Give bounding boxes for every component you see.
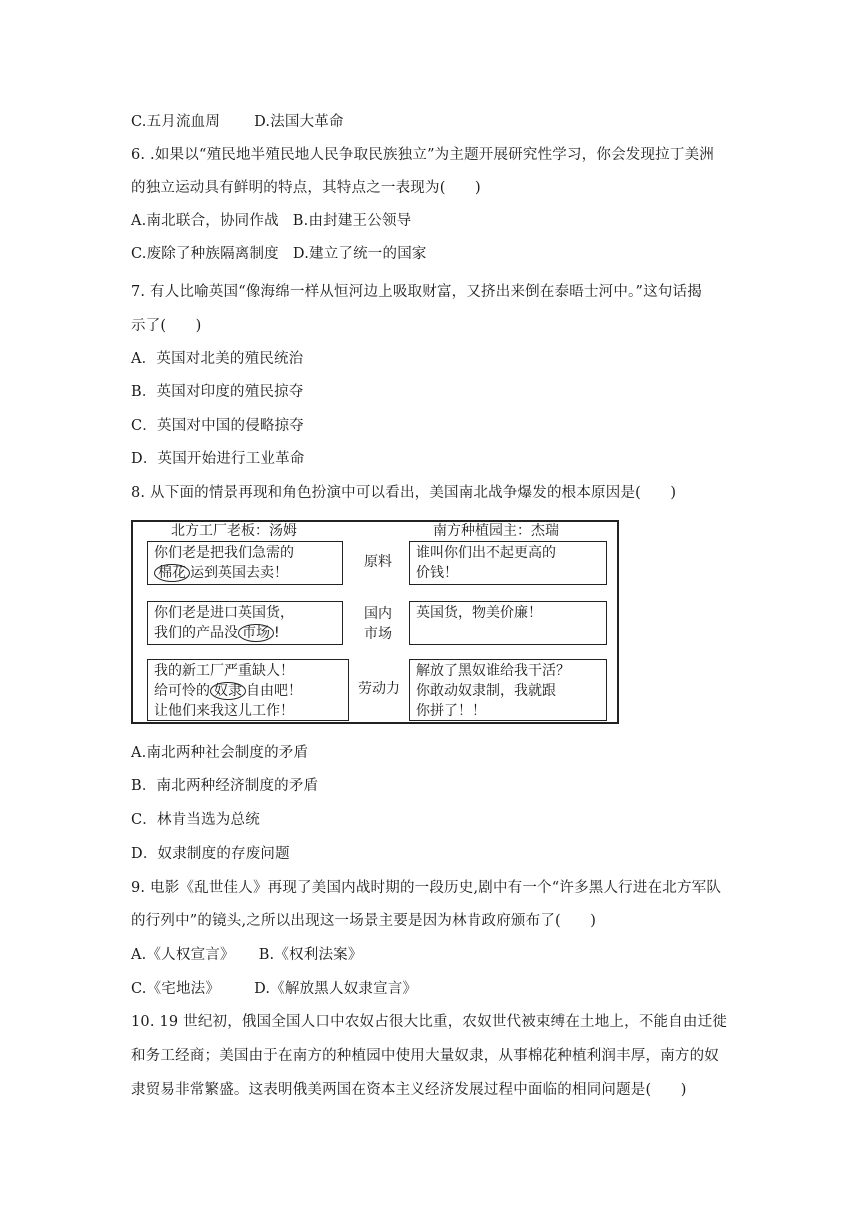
circled-keyword-cotton: 棉花 <box>154 564 190 582</box>
q8-option-d: D．奴隶制度的存废问题 <box>131 846 290 862</box>
q7-stem-line-2: 示了( ) <box>131 318 202 334</box>
q5-option-c: C.五月流血周 <box>131 114 221 130</box>
q7-option-a: A．英国对北美的殖民统治 <box>131 351 304 367</box>
speech-line: 谁叫你们出不起更高的 <box>416 545 556 561</box>
q9-stem-line-1: 9. 电影《乱世佳人》再现了美国内战时期的一段历史,剧中有一个“许多黑人行进在北方军队 <box>131 880 722 896</box>
role-play-figure <box>131 520 619 724</box>
q6-option-d: D.建立了统一的国家 <box>292 246 427 262</box>
q9-options-ab <box>131 945 363 965</box>
speech-line: 解放了黑奴谁给我干活？ <box>416 663 570 679</box>
north-speech-domestic-market <box>147 601 343 645</box>
q6-option-c: C.废除了种族隔离制度 <box>131 246 279 262</box>
speech-line: 你敢动奴隶制，我就跟 <box>416 683 556 699</box>
q6-stem-line-2: 的独立运动具有鲜明的特点，其特点之一表现为( ) <box>131 180 481 196</box>
speech-line: 你们老是进口英国货， <box>154 605 294 621</box>
q9-options-cd <box>131 979 417 999</box>
q9-option-d: D.《解放黑人奴隶宣言》 <box>254 981 418 997</box>
speech-line: 价钱！ <box>416 565 458 581</box>
q8-option-b: B．南北两种经济制度的矛盾 <box>131 778 319 794</box>
q9-option-c: C.《宅地法》 <box>131 981 221 997</box>
speech-line: 让他们来我这儿工作！ <box>154 703 294 719</box>
north-title: 北方工厂老板：汤姆 <box>171 523 297 539</box>
north-speech-labor <box>147 659 349 721</box>
q7-option-b: B．英国对印度的殖民掠夺 <box>131 384 304 400</box>
south-speech-labor <box>409 659 607 721</box>
speech-line: 给可怜的 奴隶 自由吧！ <box>154 683 302 699</box>
q6-option-a: A.南北联合，协同作战 <box>131 213 279 229</box>
south-title: 南方种植园主：杰瑞 <box>433 523 559 539</box>
q9-option-a: A.《人权宣言》 <box>131 947 235 963</box>
q10-stem-line-2: 和务工经商；美国由于在南方的种植园中使用大量奴隶，从事棉花种植利润丰厚，南方的奴 <box>131 1048 719 1064</box>
circled-keyword-slave: 奴隶 <box>210 682 246 700</box>
speech-line: 棉花 运到英国去卖！ <box>154 563 336 583</box>
q7-option-c: C．英国对中国的侵略掠夺 <box>131 418 304 434</box>
q6-options-ab <box>131 211 411 231</box>
q10-stem-line-1: 10. 19 世纪初，俄国全国人口中农奴占很大比重，农奴世代被束缚在土地上，不能自由迁徙 <box>131 1014 728 1030</box>
q6-options-cd <box>131 244 427 264</box>
speech-line: 你们老是把我们急需的 <box>154 545 294 561</box>
q8-option-a: A.南北两种社会制度的矛盾 <box>131 745 309 761</box>
category-labor: 劳动力 <box>358 681 400 697</box>
q8-stem-line-1: 8. 从下面的情景再现和角色扮演中可以看出，美国南北战争爆发的根本原因是( ) <box>131 485 677 501</box>
q6-stem-line-1: 6. .如果以“殖民地半殖民地人民争取民族独立”为主题开展研究性学习，你会发现拉丁美洲 <box>131 147 714 163</box>
q5-options-cd <box>131 112 344 132</box>
q8-option-c: C．林肯当选为总统 <box>131 812 260 828</box>
south-speech-raw-material <box>409 541 607 585</box>
north-speech-raw-material <box>147 541 343 585</box>
speech-line: 我的新工厂严重缺人！ <box>154 663 294 679</box>
south-speech-domestic-market <box>409 601 607 645</box>
q7-option-d: D．英国开始进行工业革命 <box>131 451 305 467</box>
q6-option-b: B.由封建王公领导 <box>292 213 412 229</box>
q9-option-b: B.《权利法案》 <box>258 947 363 963</box>
speech-line: 你拼了！！ <box>416 703 486 719</box>
q9-stem-line-2: 的行列中”的镜头,之所以出现这一场景主要是因为林肯政府颁布了( ) <box>131 913 597 929</box>
speech-line: 我们的产品没 市场 ! <box>154 625 280 641</box>
circled-keyword-market: 市场 <box>238 624 274 642</box>
speech-line: 英国货，物美价廉！ <box>416 605 542 621</box>
q7-stem-line-1: 7. 有人比喻英国“像海绵一样从恒河边上吸取财富，又挤出来倒在泰晤士河中。”这句话揭 <box>131 284 702 300</box>
category-domestic-market: 国内 市场 <box>364 606 392 642</box>
q5-option-d: D.法国大革命 <box>254 114 344 130</box>
category-raw-material: 原料 <box>364 554 392 570</box>
q10-stem-line-3: 隶贸易非常繁盛。这表明俄美两国在资本主义经济发展过程中面临的相同问题是( ) <box>131 1082 687 1098</box>
